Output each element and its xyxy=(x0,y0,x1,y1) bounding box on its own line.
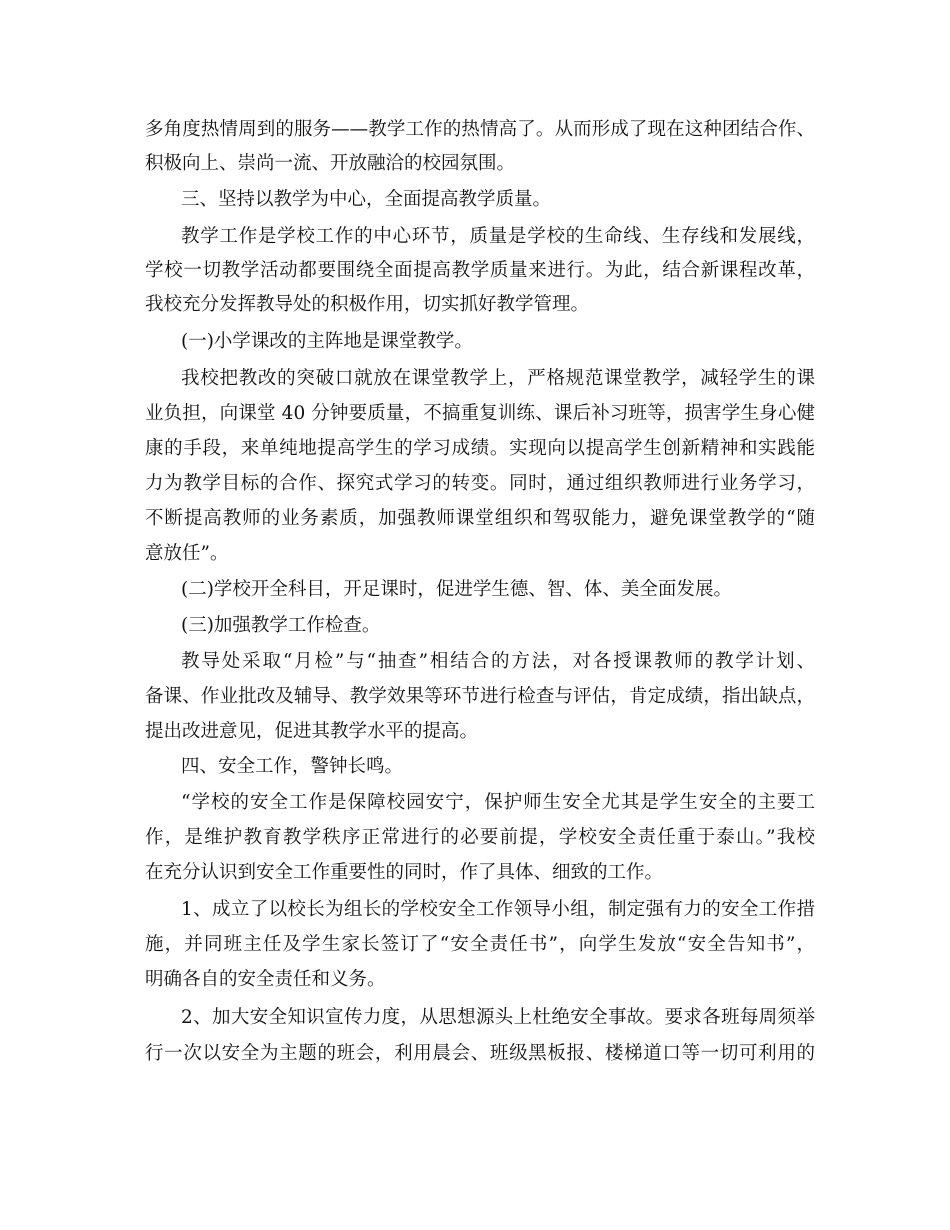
section-heading: 四、安全工作，警钟长鸣。 xyxy=(181,756,404,777)
text-line: 备课、作业批改及辅导、教学效果等环节进行检查与评估，肯定成绩，指出缺点， xyxy=(145,686,815,707)
text-line: 我校充分发挥教导处的积极作用，切实抓好教学管理。 xyxy=(145,294,590,315)
subsection-heading: (一)小学课改的主阵地是课堂教学。 xyxy=(181,331,473,352)
text-line: 1、成立了以校长为组长的学校安全工作领导小组，制定强有力的安全工作措 xyxy=(181,899,815,920)
text-line: 提出改进意见，促进其教学水平的提高。 xyxy=(145,721,479,742)
text-line: 教学工作是学校工作的中心环节，质量是学校的生命线、生存线和发展线， xyxy=(181,226,815,247)
text-line: 学校一切教学活动都要围绕全面提高教学质量来进行。为此，结合新课程改革， xyxy=(145,260,815,281)
text-line: 不断提高教师的业务素质，加强教师课堂组织和驾驭能力，避免课堂教学的“随 xyxy=(145,508,815,529)
text-line: 多角度热情周到的服务——教学工作的热情高了。从而形成了现在这种团结合作、 xyxy=(145,119,815,140)
text-line: 积极向上、崇尚一流、开放融洽的校园氛围。 xyxy=(145,153,516,174)
text-line: 施，并同班主任及学生家长签订了“安全责任书”，向学生发放“安全告知书”， xyxy=(145,934,815,955)
text-line: 我校把教改的突破口就放在课堂教学上，严格规范课堂教学，减轻学生的课 xyxy=(181,368,815,389)
text-line: 作，是维护教育教学秩序正常进行的必要前提，学校安全责任重于泰山。”我校 xyxy=(145,827,815,848)
text-line: 在充分认识到安全工作重要性的同时，作了具体、细致的工作。 xyxy=(145,862,664,883)
text-line: 教导处采取“月检”与“抽查”相结合的方法，对各授课教师的教学计划、 xyxy=(181,651,815,672)
text-line: 2、加大安全知识宣传力度，从思想源头上杜绝安全事故。要求各班每周须举 xyxy=(181,1007,815,1028)
subsection-heading: (二)学校开全科目，开足课时，促进学生德、智、体、美全面发展。 xyxy=(181,579,732,600)
text-line: 行一次以安全为主题的班会，利用晨会、班级黑板报、楼梯道口等一切可利用的 xyxy=(145,1043,815,1064)
text-line: “学校的安全工作是保障校园安宁，保护师生安全尤其是学生安全的主要工 xyxy=(181,792,815,813)
text-line: 业负担，向课堂 40 分钟要质量，不搞重复训练、课后补习班等，损害学生身心健 xyxy=(145,403,815,424)
text-line: 康的手段，来单纯地提高学生的学习成绩。实现向以提高学生创新精神和实践能 xyxy=(145,438,815,459)
subsection-heading: (三)加强教学工作检查。 xyxy=(181,615,381,636)
text-line: 力为教学目标的合作、探究式学习的转变。同时，通过组织教师进行业务学习， xyxy=(145,473,815,494)
text-line: 意放任”。 xyxy=(145,543,229,564)
section-heading: 三、坚持以教学为中心，全面提高教学质量。 xyxy=(181,189,552,210)
text-line: 明确各自的安全责任和义务。 xyxy=(145,969,386,990)
